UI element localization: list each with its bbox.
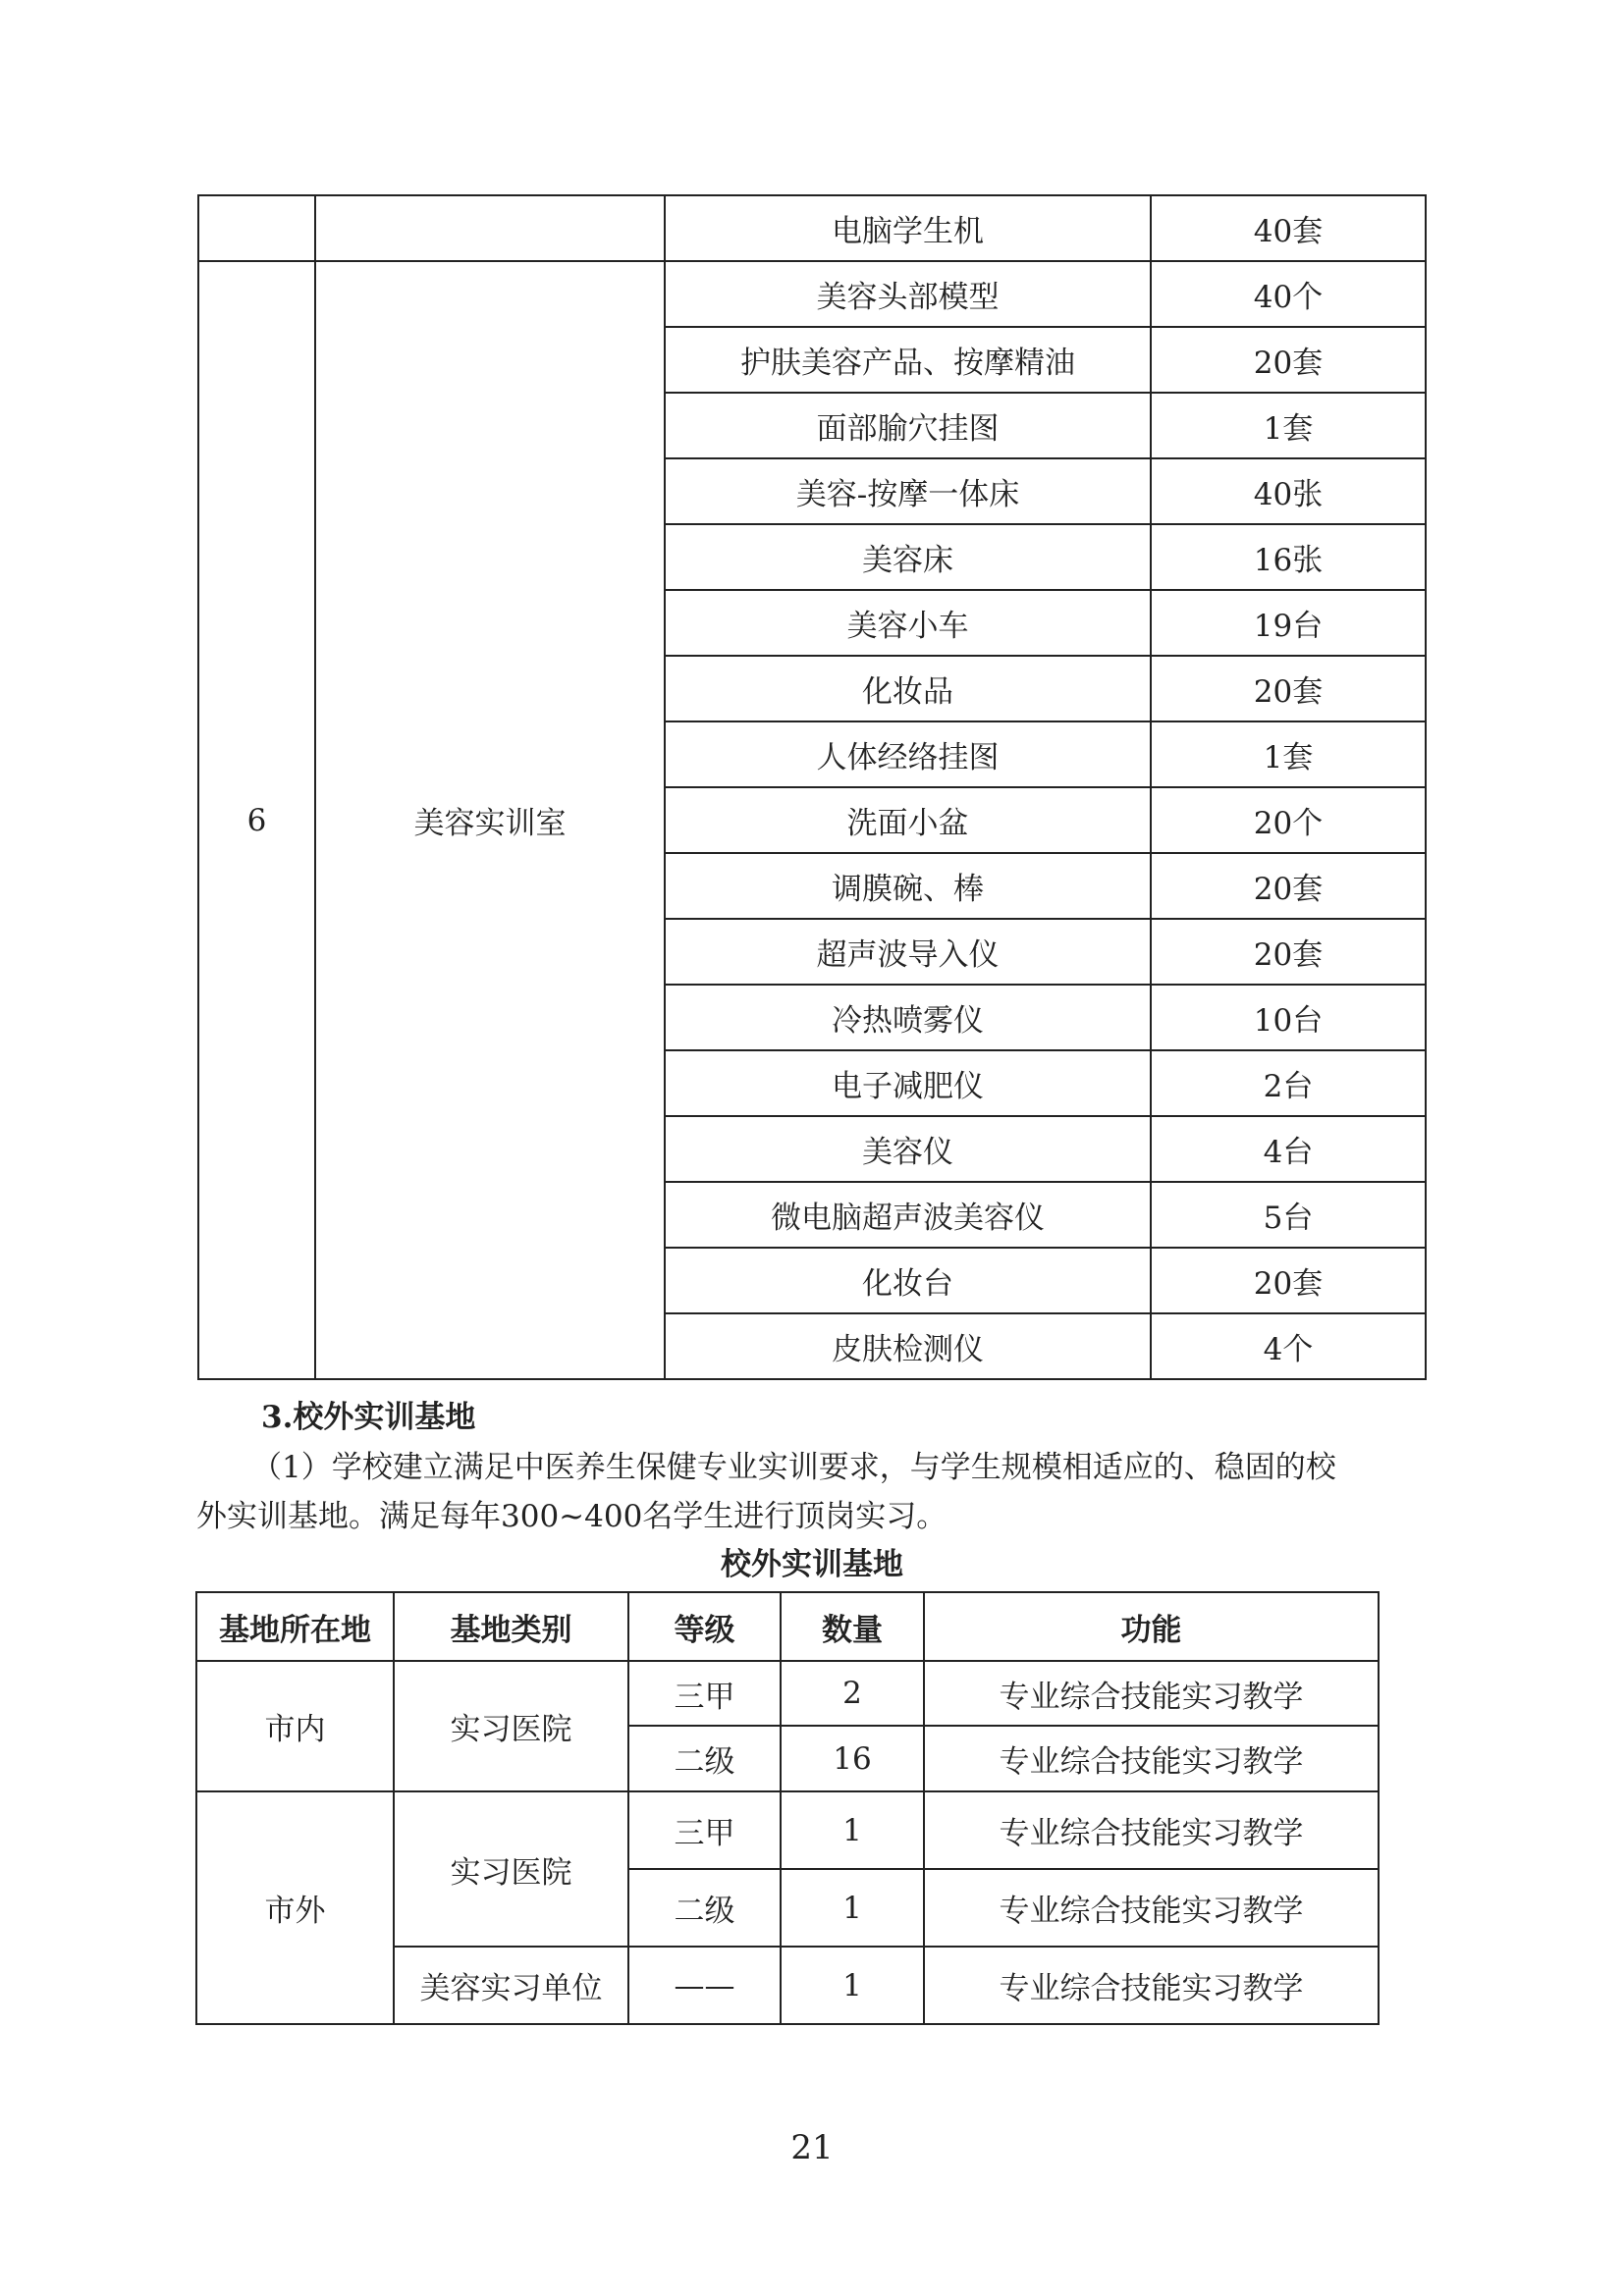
category-cell: 实习医院: [394, 1661, 628, 1791]
count-cell: 1: [781, 1869, 924, 1947]
quantity-cell: 20套: [1151, 1248, 1426, 1313]
quantity-cell: 1套: [1151, 721, 1426, 787]
equipment-name-cell: 电子减肥仪: [665, 1050, 1151, 1116]
number-cell: [198, 195, 315, 261]
equipment-name-cell: 美容仪: [665, 1116, 1151, 1182]
equipment-name-cell: 美容头部模型: [665, 261, 1151, 327]
page-number: 21: [790, 2128, 834, 2167]
room-cell: 美容实训室: [315, 261, 665, 1379]
level-cell: ——: [628, 1947, 781, 2024]
table-title: 校外实训基地: [721, 1547, 903, 1582]
quantity-cell: 40张: [1151, 458, 1426, 524]
function-cell: 专业综合技能实习教学: [924, 1726, 1379, 1791]
function-cell: 专业综合技能实习教学: [924, 1791, 1379, 1869]
equipment-name-cell: 化妆台: [665, 1248, 1151, 1313]
section-paragraph: [196, 1443, 1434, 1541]
number-cell: 6: [198, 261, 315, 1379]
table-row: [198, 195, 1426, 261]
quantity-cell: 20套: [1151, 919, 1426, 985]
level-cell: 二级: [628, 1726, 781, 1791]
equipment-name-cell: 护肤美容产品、按摩精油: [665, 327, 1151, 393]
quantity-cell: 20套: [1151, 656, 1426, 721]
paragraph-line: （1）学校建立满足中医养生保健专业实训要求，与学生规模相适应的、稳固的校: [251, 1450, 1336, 1485]
quantity-cell: 2台: [1151, 1050, 1426, 1116]
level-cell: 三甲: [628, 1661, 781, 1726]
paragraph-line: 外实训基地。满足每年300~400名学生进行顶岗实习。: [196, 1499, 947, 1534]
quantity-cell: 20个: [1151, 787, 1426, 853]
equipment-name-cell: 皮肤检测仪: [665, 1313, 1151, 1379]
function-cell: 专业综合技能实习教学: [924, 1869, 1379, 1947]
header-function: 功能: [924, 1592, 1379, 1661]
equipment-name-cell: 面部腧穴挂图: [665, 393, 1151, 458]
header-count: 数量: [781, 1592, 924, 1661]
quantity-cell: 1套: [1151, 393, 1426, 458]
table-header-row: [196, 1592, 1379, 1661]
quantity-cell: 5台: [1151, 1182, 1426, 1248]
count-cell: 2: [781, 1661, 924, 1726]
practice-base-table: [195, 1591, 1380, 2025]
quantity-cell: 4个: [1151, 1313, 1426, 1379]
equipment-name-cell: 电脑学生机: [665, 195, 1151, 261]
equipment-name-cell: 美容小车: [665, 590, 1151, 656]
room-cell: [315, 195, 665, 261]
function-cell: 专业综合技能实习教学: [924, 1661, 1379, 1726]
header-level: 等级: [628, 1592, 781, 1661]
header-category: 基地类别: [394, 1592, 628, 1661]
equipment-name-cell: 化妆品: [665, 656, 1151, 721]
equipment-name-cell: 微电脑超声波美容仪: [665, 1182, 1151, 1248]
equipment-name-cell: 人体经络挂图: [665, 721, 1151, 787]
equipment-name-cell: 调膜碗、棒: [665, 853, 1151, 919]
quantity-cell: 40个: [1151, 261, 1426, 327]
equipment-name-cell: 美容床: [665, 524, 1151, 590]
location-cell: 市内: [196, 1661, 394, 1791]
equipment-name-cell: 超声波导入仪: [665, 919, 1151, 985]
location-cell: 市外: [196, 1791, 394, 2024]
quantity-cell: 19台: [1151, 590, 1426, 656]
header-location: 基地所在地: [196, 1592, 394, 1661]
equipment-name-cell: 美容-按摩一体床: [665, 458, 1151, 524]
level-cell: 三甲: [628, 1791, 781, 1869]
equipment-table: [197, 194, 1427, 1380]
quantity-cell: 4台: [1151, 1116, 1426, 1182]
count-cell: 16: [781, 1726, 924, 1791]
section-heading: 3.校外实训基地: [261, 1400, 476, 1435]
count-cell: 1: [781, 1791, 924, 1869]
equipment-name-cell: 洗面小盆: [665, 787, 1151, 853]
table-row: [196, 1661, 1379, 1726]
table-row: [196, 1791, 1379, 1869]
level-cell: 二级: [628, 1869, 781, 1947]
quantity-cell: 20套: [1151, 327, 1426, 393]
quantity-cell: 20套: [1151, 853, 1426, 919]
count-cell: 1: [781, 1947, 924, 2024]
quantity-cell: 10台: [1151, 985, 1426, 1050]
equipment-name-cell: 冷热喷雾仪: [665, 985, 1151, 1050]
quantity-cell: 40套: [1151, 195, 1426, 261]
function-cell: 专业综合技能实习教学: [924, 1947, 1379, 2024]
quantity-cell: 16张: [1151, 524, 1426, 590]
category-cell: 美容实习单位: [394, 1947, 628, 2024]
category-cell: 实习医院: [394, 1791, 628, 1947]
table-row: [198, 261, 1426, 327]
